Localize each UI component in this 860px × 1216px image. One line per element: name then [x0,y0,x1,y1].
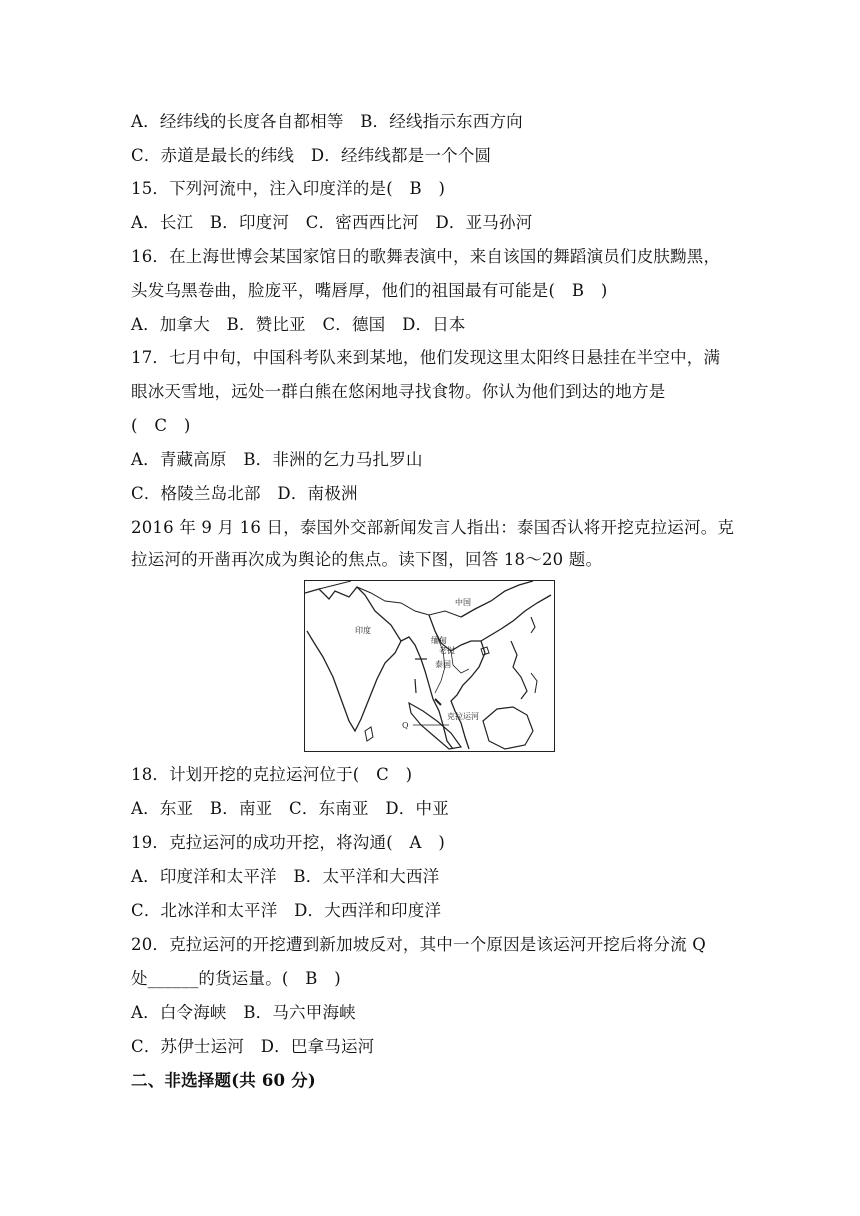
map-label-china: 中国 [455,598,471,607]
q16-options: A．加拿大 B．赞比亚 C．德国 D．日本 [131,315,466,334]
philippines-outline [511,641,527,699]
q18-options: A．东亚 B．南亚 C．东南亚 D．中亚 [131,799,449,818]
q15-stem: 15．下列河流中，注入印度洋的是( B ) [131,179,446,198]
q14-options-cd: C．赤道是最长的纬线 D．经纬线都是一个个圆 [131,146,492,165]
q16-stem-line1: 16．在上海世博会某国家馆日的歌舞表演中，来自该国的舞蹈演员们皮肤黝黑， [131,247,721,266]
southeast-asia-map [305,581,553,750]
section-two-heading: 二、非选择题(共 60 分) [131,1071,316,1090]
sumatra-outline [409,703,461,749]
q17-stem-line1: 17．七月中旬，中国科考队来到某地，他们发现这里太阳终日悬挂在半空中，满 [131,348,721,367]
passage-line2: 拉运河的开凿再次成为舆论的焦点。读下图，回答 18～20 题。 [131,550,603,569]
taiwan-outline [531,617,535,633]
andaman-islands [415,679,416,693]
q20-options-ab: A．白令海峡 B．马六甲海峡 [131,1003,356,1022]
q19-stem: 19．克拉运河的成功开挖，将沟通( A ) [131,833,445,852]
q15-options: A．长江 B．印度河 C．密西西比河 D．亚马孙河 [131,213,533,232]
q19-options-ab: A．印度洋和太平洋 B．太平洋和大西洋 [131,867,440,886]
map-label-thailand: 泰国 [435,660,451,669]
map-label-laos: 老挝 [439,646,455,655]
q17-options-ab: A．青藏高原 B．非洲的乞力马扎罗山 [131,450,423,469]
q20-options-cd: C．苏伊士运河 D．巴拿马运河 [131,1037,375,1056]
map-label-q: Q [402,721,409,730]
q20-stem-line2: 处______的货运量。( B ) [131,969,341,988]
china-south-coast [481,595,551,641]
map-label-kra-canal: 克拉运河 [447,712,479,721]
kra-canal-map [304,580,555,752]
passage-line1: 2016 年 9 月 16 日，泰国外交部新闻发言人指出：泰国否认将开挖克拉运河。克 [131,518,735,537]
map-label-india: 印度 [355,626,371,635]
china-coast [461,581,533,617]
q17-stem-line2: 眼冰天雪地，远处一群白熊在悠闲地寻找食物。你认为他们到达的地方是 [131,382,666,401]
borneo-outline [483,707,533,749]
q19-options-cd: C．北冰洋和太平洋 D．大西洋和印度洋 [131,901,442,920]
q17-answer: ( C ) [131,416,191,435]
philippines-south [531,673,537,693]
india-coast [305,587,401,731]
q20-stem-line1: 20．克拉运河的开挖遭到新加坡反对，其中一个原因是该运河开挖后将分流 Q [131,935,706,954]
q16-stem-line2: 头发乌黑卷曲，脸庞平，嘴唇厚，他们的祖国最有可能是( B ) [131,281,608,300]
q14-options-ab: A．经纬线的长度各自都相等 B．经线指示东西方向 [131,112,523,131]
q17-options-cd: C．格陵兰岛北部 D．南极洲 [131,484,358,503]
north-border [319,581,351,589]
q18-stem: 18．计划开挖的克拉运河位于( C ) [131,765,413,784]
map-label-myanmar: 缅甸 [431,636,447,645]
sri-lanka-outline [365,727,373,741]
china-border [357,587,461,617]
